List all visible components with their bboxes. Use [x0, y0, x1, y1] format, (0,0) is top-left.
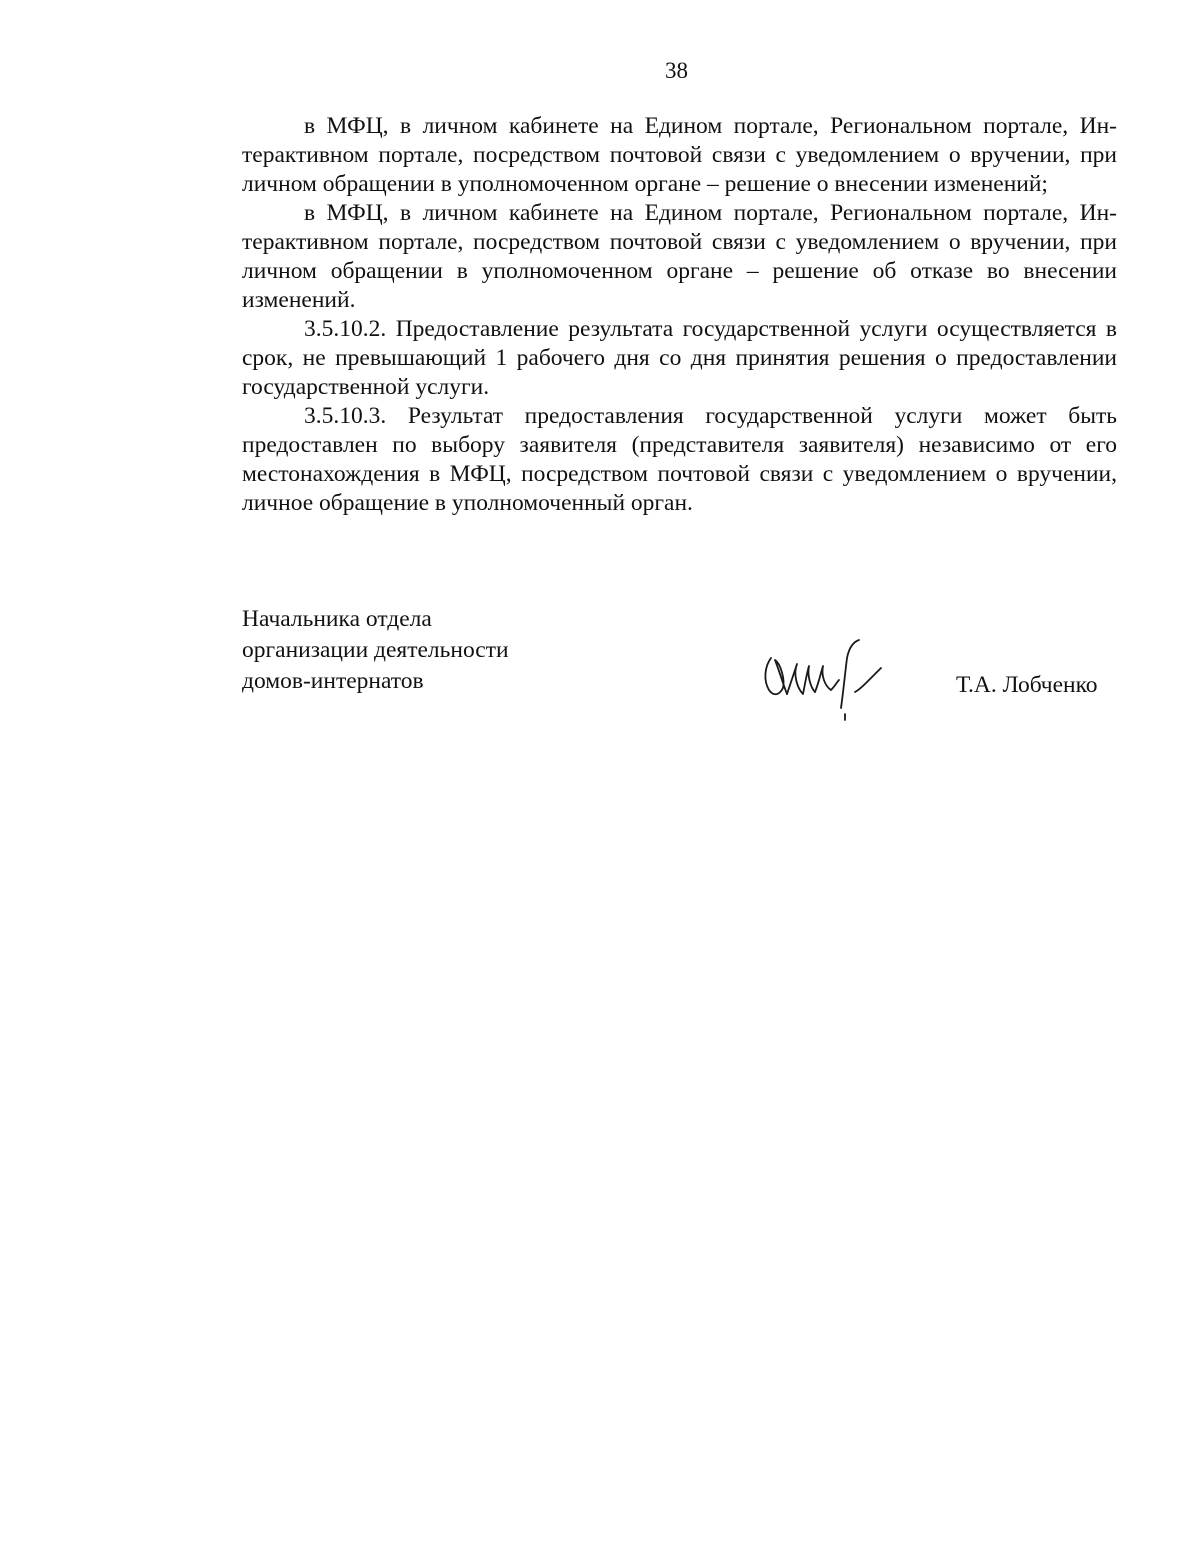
document-body: [242, 112, 1117, 518]
paragraph-3-5-10-3: 3.5.10.3. Результат предоставления государственной услуги может быть предоставлен по выбору заявителя (представителя заявителя) независимо от его местонахождения в МФЦ, посредством почтовой связи с уведомлением о вручении, личное обращение в уполномоченный орган.: [242, 403, 1117, 516]
page-number: 38: [665, 58, 688, 83]
signer-position-line: домов-интернатов: [242, 668, 424, 694]
paragraph-decision-changes: в МФЦ, в личном кабинете на Едином портале, Региональном портале, Интерактивном портале, посредством почтовой связи с уведомлением о вручении, при личном обращении в уполномоченном органе – решение о внесении изменений;: [242, 113, 1117, 197]
handwritten-signature-icon: [757, 624, 897, 724]
signer-position: [242, 604, 509, 697]
paragraph-3-5-10-2: 3.5.10.2. Предоставление результата государственной услуги осуществляется в срок, не превышающий 1 рабочего дня со дня принятия решения о предоставлении государственной услуги.: [242, 316, 1117, 400]
paragraph-decision-refusal: в МФЦ, в личном кабинете на Едином портале, Региональном портале, Интерактивном портале, посредством почтовой связи с уведомлением о вручении, при личном обращении в уполномоченном органе – решение об отказе во внесении изменений.: [242, 200, 1117, 313]
signer-name: Т.А. Лобченко: [956, 672, 1098, 698]
signer-position-line: Начальника отдела: [242, 606, 432, 632]
signature-block: [242, 604, 1142, 744]
signer-position-line: организации деятельности: [242, 637, 509, 663]
